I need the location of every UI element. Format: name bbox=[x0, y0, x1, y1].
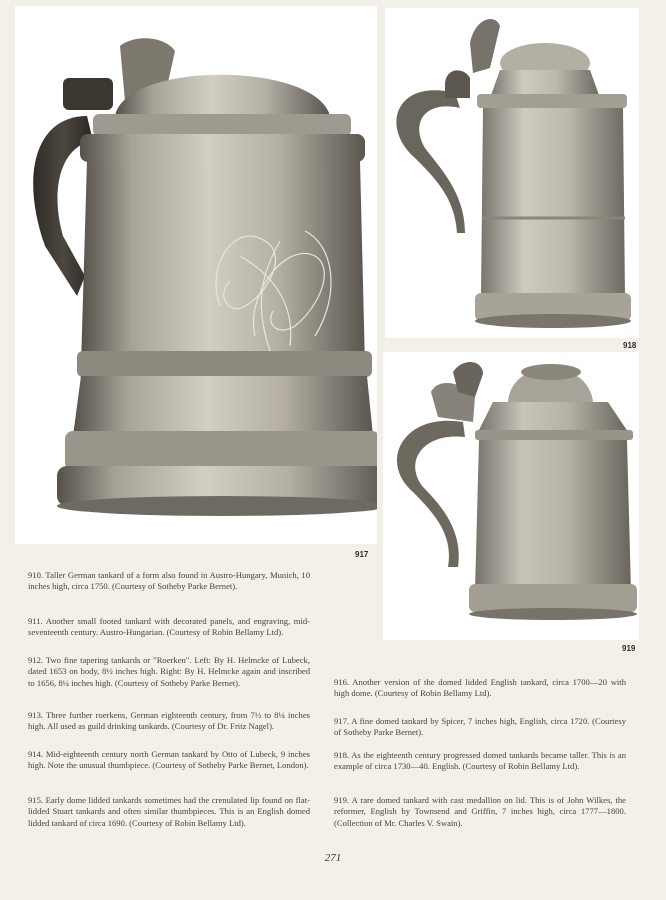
caption-910: 910. Taller German tankard of a form also found in Austro-Hungary, Munich, 10 inches high, circa 1750. (Courtesy of Sotheby Parke Bernet). bbox=[28, 570, 310, 592]
tankard-918-illustration bbox=[385, 8, 639, 338]
caption-918: 918. As the eighteenth century progressed domed tankards became taller. This is an example of circa 1730—40. English. (Courtesy of Robin Bellamy Ltd). bbox=[334, 750, 626, 772]
page-number: 271 bbox=[324, 852, 342, 864]
caption-917: 917. A fine domed tankard by Spicer, 7 inches high, English, circa 1720. (Courtesy of Sotheby Parke Bernet). bbox=[334, 716, 626, 738]
figure-918-photo bbox=[385, 8, 639, 338]
caption-912: 912. Two fine tapering tankards or "Roerken". Left: By H. Helmcke of Lubeck, dated 1653 on body, 8½ inches high. Right: By H. Helmcke again and inscribed to 1656, 8¼ inches high. (Courtesy of Sotheby Parke Bernet). bbox=[28, 655, 310, 688]
caption-913: 913. Three further roerkens, German eighteenth century, from 7½ to 8¼ inches high. All used as guild drinking tankards. (Courtesy of Dr. Fritz Nagel). bbox=[28, 710, 310, 732]
figure-918-number: 918 bbox=[623, 341, 637, 350]
figure-917-photo bbox=[15, 6, 377, 544]
figure-919-photo bbox=[383, 352, 639, 640]
caption-914: 914. Mid-eighteenth century north German tankard by Otto of Lubeck, 9 inches high. Note the unusual thumbpiece. (Courtesy of Sotheby Parke Bernet, London). bbox=[28, 749, 310, 771]
figure-919-number: 919 bbox=[622, 644, 636, 653]
caption-919: 919. A rare domed tankard with cast medallion on lid. This is of John Wilkes, the reformer, English by Townsend and Griffin, 7 inches high, circa 1777—1800. (Collection of Mr. Charles V. Swain). bbox=[334, 795, 626, 828]
tankard-917-illustration bbox=[15, 6, 377, 544]
caption-911: 911. Another small footed tankard with decorated panels, and engraving, mid-seventeenth century. Austro-Hungarian. (Courtesy of Robin Bellamy Ltd). bbox=[28, 616, 310, 638]
caption-916: 916. Another version of the domed lidded English tankard, circa 1700—20 with high dome. (Courtesy of Robin Bellamy Ltd). bbox=[334, 677, 626, 699]
tankard-919-illustration bbox=[383, 352, 639, 640]
figure-917-number: 917 bbox=[355, 550, 369, 559]
caption-915: 915. Early dome lidded tankards sometimes had the crenulated lip found on flat-lidded Stuart tankards and often similar thumbpieces. This is an English domed lidded tankard of circa 1690. (Courtesy of Robin Bellamy Ltd). bbox=[28, 795, 310, 828]
